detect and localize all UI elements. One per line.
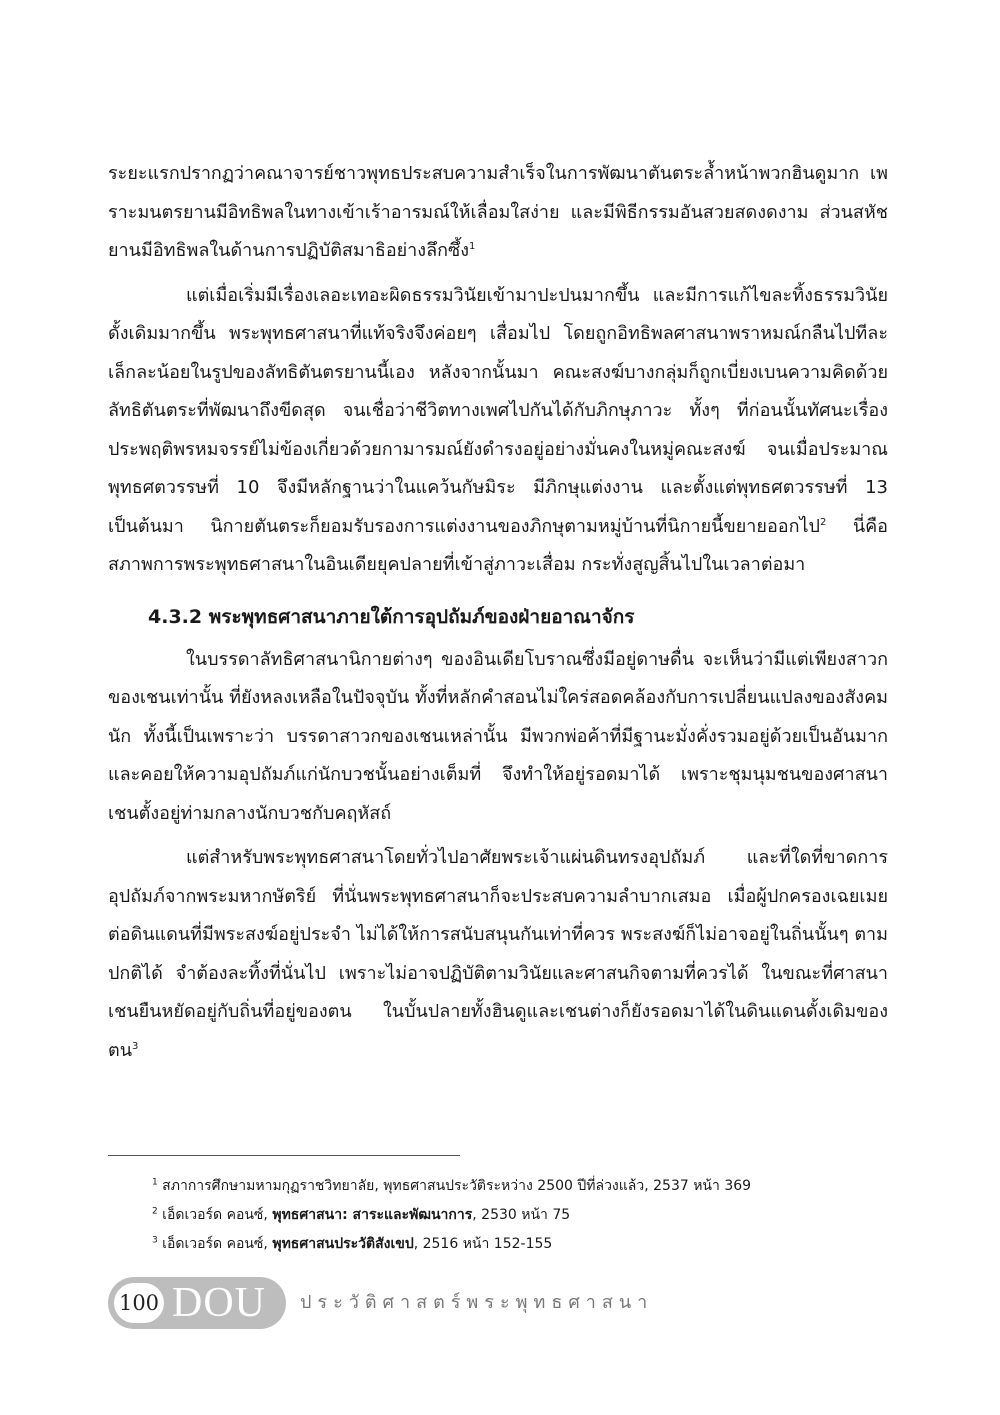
footnote-divider bbox=[108, 1155, 460, 1156]
paragraph-4-text: แต่สำหรับพระพุทธศาสนาโดยทั่วไปอาศัยพระเจ้าแผ่นดินทรงอุปถัมภ์ และที่ใดที่ขาดการอุปถัมภ์จากพระมหากษัตริย์ ที่นั่นพระพุทธศาสนาก็จะประสบความลำบากเสมอ เมื่อผู้ปกครองเฉยเมยต่อดินแดนที่มีพระสงฆ์อยู่ประจำ ไม่ได้ให้การสนับสนุนกันเท่าที่ควร พระสงฆ์ก็ไม่อาจอยู่ในถิ่นนั้นๆ ตามปกติได้ จำต้องละทิ้งที่นั่นไป เพราะไม่อาจปฏิบัติตามวินัยและศาสนกิจตามที่ควรได้ ในขณะที่ศาสนาเชนยืนหยัดอยู่กับถิ่นที่อยู่ของตน ในบั้นปลายทั้งฮินดูและเชนต่างก็ยังรอดมาได้ในดินแดนดั้งเดิมของตน bbox=[108, 847, 888, 1061]
footnote-ref-2: 2 bbox=[819, 516, 827, 528]
footnotes bbox=[152, 1172, 892, 1259]
paragraph-4 bbox=[108, 839, 888, 1070]
paragraph-2 bbox=[108, 277, 888, 585]
paragraph-2-tail: นี่คือสภาพการพระพุทธศาสนาในอินเดียยุคปลายที่เข้าสู่ภาวะเสื่อม กระทั่งสูญสิ้นไปในเวลาต่อมา bbox=[108, 515, 888, 575]
footnote-number: 1 bbox=[152, 1177, 158, 1188]
paragraph-2-text: แต่เมื่อเริ่มมีเรื่องเลอะเทอะผิดธรรมวินัยเข้ามาปะปนมากขึ้น และมีการแก้ไขละทิ้งธรรมวินัยดั้งเดิมมากขึ้น พระพุทธศาสนาที่แท้จริงจึงค่อยๆ เสื่อมไป โดยถูกอิทธิพลศาสนาพราหมณ์กลืนไปทีละเล็กละน้อยในรูปของลัทธิตันตรยานนี้เอง หลังจากนั้นมา คณะสงฆ์บางกลุ่มก็ถูกเบี่ยงเบนความคิดด้วยลัทธิตันตระที่พัฒนาถึงขีดสุด จนเชื่อว่าชีวิตทางเพศไปกันได้กับภิกษุภาวะ ทั้งๆ ที่ก่อนนั้นทัศนะเรื่องประพฤติพรหมจรรย์ไม่ข้องเกี่ยวด้วยกามารมณ์ยังดำรงอยู่อย่างมั่นคงในหมู่คณะสงฆ์ จนเมื่อประมาณพุทธศตวรรษที่ 10 จึงมีหลักฐานว่าในแคว้นกัษมิระ มีภิกษุแต่งงาน และตั้งแต่พุทธศตวรรษที่ 13 เป็นต้นมา นิกายตันตระก็ยอมรับรองการแต่งงานของภิกษุตามหมู่บ้านที่นิกายนี้ขยายออกไป bbox=[108, 284, 888, 537]
dou-logo: DOU bbox=[172, 1280, 266, 1326]
footnote-ref-3: 3 bbox=[132, 1040, 139, 1052]
footnote-pub-info: , 2530 หน้า 75 bbox=[472, 1207, 571, 1223]
footer-badge bbox=[108, 1277, 286, 1329]
footnote-author: เอ็ดเวอร์ด คอนซ์, bbox=[157, 1207, 273, 1223]
footnote-book-title: พุทธศาสนา: สาระและพัฒนาการ bbox=[272, 1207, 473, 1223]
footnote-number: 3 bbox=[152, 1235, 158, 1246]
footnote-pub-info: , 2516 หน้า 152-155 bbox=[413, 1236, 553, 1252]
footnote-2 bbox=[152, 1201, 892, 1230]
paragraph-3-text: ในบรรดาลัทธิศาสนานิกายต่างๆ ของอินเดียโบราณซึ่งมีอยู่ดาษดื่น จะเห็นว่ามีแต่เพียงสาวกของเชนเท่านั้น ที่ยังหลงเหลือในปัจจุบัน ทั้งที่หลักคำสอนไม่ใคร่สอดคล้องกับการเปลี่ยนแปลงของสังคมนัก ทั้งนี้เป็นเพราะว่า บรรดาสาวกของเชนเหล่านั้น มีพวกพ่อค้าที่มีฐานะมั่งคั่งรวมอยู่ด้วยเป็นอันมาก และคอยให้ความอุปถัมภ์แก่นักบวชนั้นอย่างเต็มที่ จึงทำให้อยู่รอดมาได้ เพราะชุมนุมชนของศาสนาเชนตั้งอยู่ท่ามกลางนักบวชกับคฤหัสถ์ bbox=[108, 648, 888, 824]
footnote-3 bbox=[152, 1230, 892, 1259]
footnote-ref-1: 1 bbox=[469, 241, 476, 252]
paragraph-1 bbox=[108, 155, 888, 271]
footnote-1 bbox=[152, 1172, 892, 1201]
page-number: 100 bbox=[114, 1283, 164, 1323]
book-title: ประวัติศาสตร์พระพุทธศาสนา bbox=[300, 1292, 654, 1313]
footnote-number: 2 bbox=[152, 1206, 158, 1217]
footnote-text: สภาการศึกษามหามกุฏราชวิทยาลัย, พุทธศาสนประวัติระหว่าง 2500 ปีที่ล่วงแล้ว, 2537 หน้า 369 bbox=[157, 1178, 752, 1194]
footnote-author: เอ็ดเวอร์ด คอนซ์, bbox=[157, 1236, 273, 1252]
paragraph-3 bbox=[108, 641, 888, 834]
footnote-book-title: พุทธศาสนประวัติสังเขป bbox=[272, 1236, 414, 1252]
section-heading: 4.3.2 พระพุทธศาสนาภายใต้การอุปถัมภ์ของฝ่ายอาณาจักร bbox=[148, 605, 635, 628]
paragraph-1-text: ระยะแรกปรากฏว่าคณาจารย์ชาวพุทธประสบความสำเร็จในการพัฒนาตันตระล้ำหน้าพวกฮินดูมาก เพราะมนตรยานมีอิทธิพลในทางเข้าเร้าอารมณ์ให้เลื่อมใสง่าย และมีพิธีกรรมอันสวยสดงดงาม ส่วนสหัชยานมีอิทธิพลในด้านการปฏิบัติสมาธิอย่างลึกซึ้ง bbox=[108, 163, 888, 261]
main-content bbox=[108, 155, 888, 1070]
